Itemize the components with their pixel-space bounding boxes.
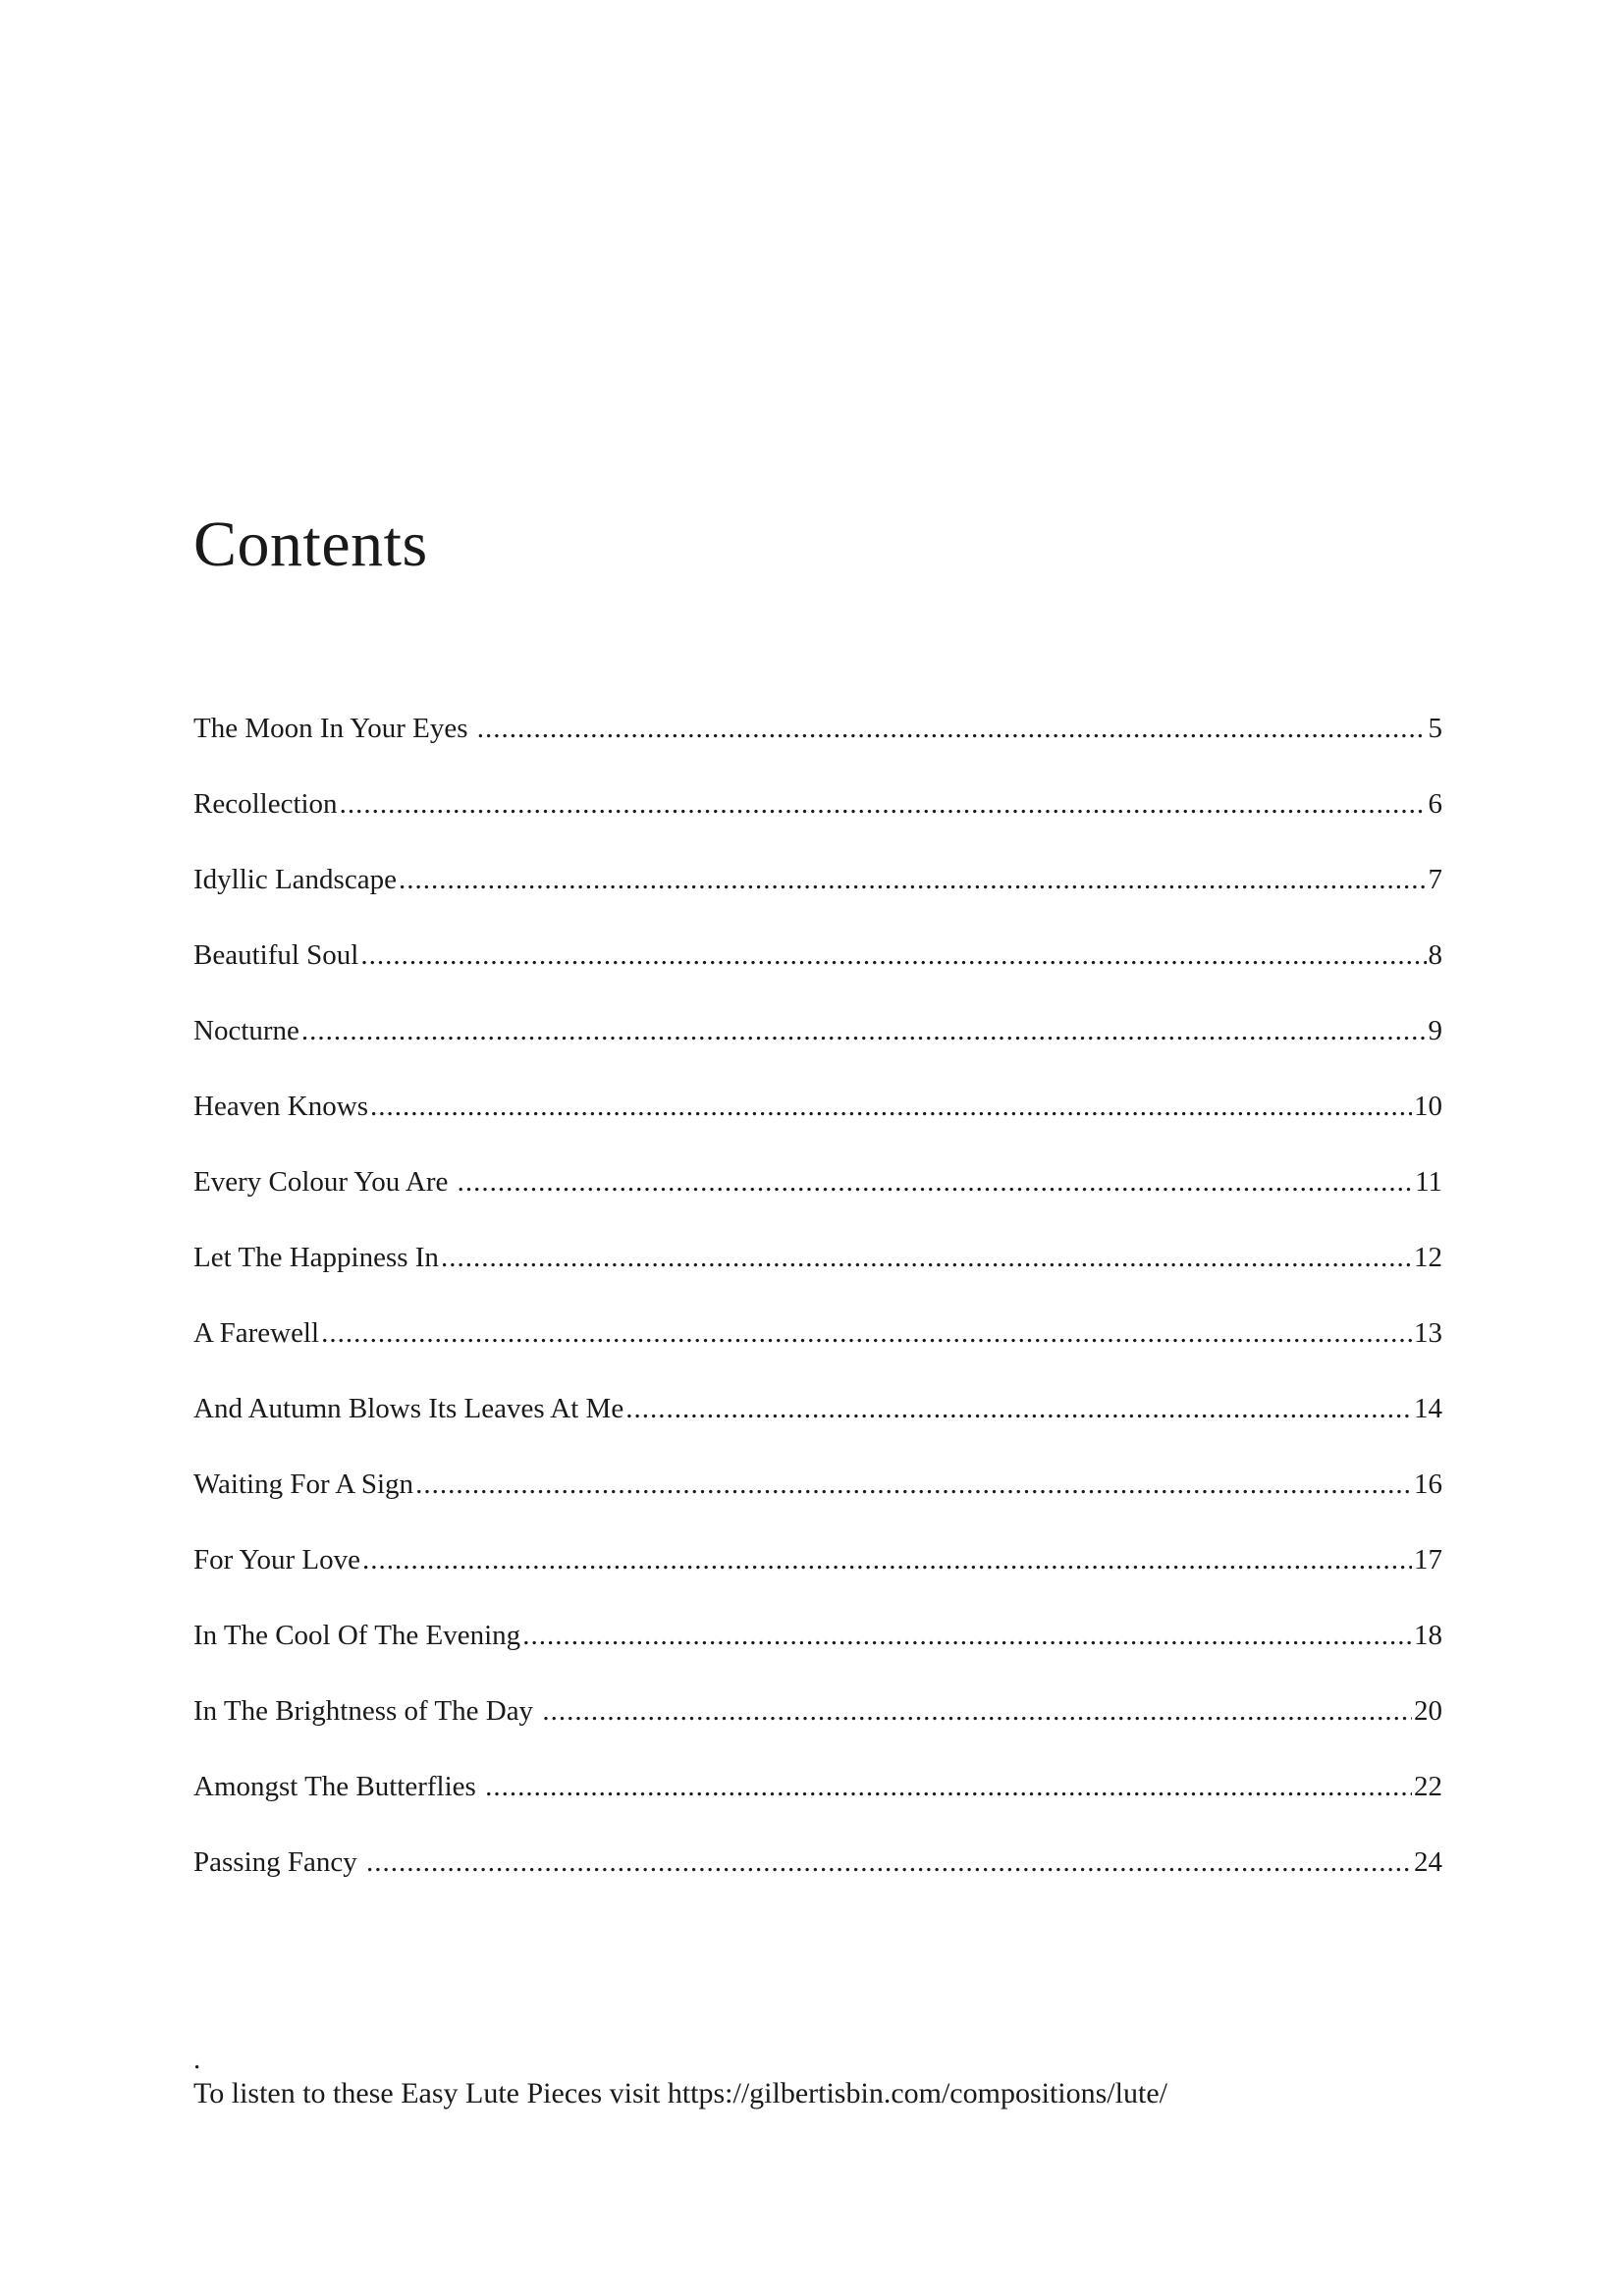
toc-entry[interactable] (193, 1622, 1442, 1697)
toc-entry[interactable] (193, 1848, 1442, 1924)
toc-entry-page: 17 (1414, 1544, 1442, 1575)
dot-leader (362, 1546, 1412, 1575)
toc-entry-page: 18 (1414, 1620, 1442, 1651)
toc-entry-page: 7 (1428, 864, 1442, 895)
toc-entry-page: 16 (1414, 1468, 1442, 1500)
toc-entry-page: 12 (1414, 1242, 1442, 1273)
toc-entry[interactable] (193, 1017, 1442, 1093)
toc-entry[interactable] (193, 866, 1442, 941)
toc-entry-title: A Farewell (193, 1317, 320, 1349)
toc-entry-title: Beautiful Soul (193, 939, 359, 971)
toc-entry[interactable] (193, 1319, 1442, 1395)
toc-entry-title: For Your Love (193, 1544, 360, 1575)
toc-entry-title: Nocturne (193, 1015, 299, 1046)
toc-entry-title: Waiting For A Sign (193, 1468, 414, 1500)
dot-leader (441, 1244, 1412, 1272)
toc-entry-title: Idyllic Landscape (193, 864, 397, 895)
toc-entry-page: 6 (1428, 788, 1442, 820)
toc-entry-title: Heaven Knows (193, 1091, 368, 1122)
dot-leader (340, 790, 1427, 819)
footnote-marker: . (193, 2044, 201, 2075)
page-title: Contents (193, 508, 428, 580)
toc-entry[interactable] (193, 1773, 1442, 1848)
toc-entry-title: Amongst The Butterflies (193, 1771, 484, 1802)
dot-leader (625, 1395, 1412, 1423)
toc-entry-title: In The Cool Of The Evening (193, 1620, 521, 1651)
dot-leader (321, 1319, 1412, 1348)
toc-entry[interactable] (193, 941, 1442, 1017)
toc-entry[interactable] (193, 1470, 1442, 1546)
toc-entry[interactable] (193, 1395, 1442, 1470)
table-of-contents (193, 715, 1442, 1924)
dot-leader (301, 1017, 1427, 1045)
dot-leader (415, 1470, 1412, 1499)
toc-entry-page: 8 (1428, 939, 1442, 971)
toc-entry-page: 13 (1414, 1317, 1442, 1349)
dot-leader (458, 1168, 1413, 1197)
toc-entry[interactable] (193, 1697, 1442, 1773)
dot-leader (360, 941, 1426, 970)
dot-leader (522, 1622, 1412, 1650)
toc-entry-title: The Moon In Your Eyes (193, 713, 475, 744)
dot-leader (542, 1697, 1412, 1726)
toc-entry[interactable] (193, 1168, 1442, 1244)
toc-entry[interactable] (193, 790, 1442, 866)
toc-entry[interactable] (193, 715, 1442, 790)
toc-entry-page: 24 (1414, 1846, 1442, 1878)
dot-leader (370, 1093, 1412, 1121)
toc-entry-title: Every Colour You Are (193, 1166, 456, 1198)
toc-entry-page: 5 (1428, 713, 1442, 744)
toc-entry-page: 10 (1414, 1091, 1442, 1122)
toc-entry-page: 14 (1414, 1393, 1442, 1424)
toc-entry-title: Passing Fancy (193, 1846, 364, 1878)
toc-entry-title: And Autumn Blows Its Leaves At Me (193, 1393, 624, 1424)
toc-entry[interactable] (193, 1546, 1442, 1622)
toc-entry-title: Recollection (193, 788, 338, 820)
toc-entry-page: 9 (1428, 1015, 1442, 1046)
toc-entry-title: In The Brightness of The Day (193, 1695, 541, 1727)
toc-entry-page: 20 (1414, 1695, 1442, 1727)
listen-note: To listen to these Easy Lute Pieces visit https://gilbertisbin.com/compositions/lute/ (193, 2077, 1167, 2109)
dot-leader (477, 715, 1427, 743)
toc-entry-page: 11 (1415, 1166, 1442, 1198)
dot-leader (485, 1773, 1412, 1801)
toc-entry-page: 22 (1414, 1771, 1442, 1802)
toc-entry[interactable] (193, 1244, 1442, 1319)
dot-leader (366, 1848, 1412, 1877)
toc-entry-title: Let The Happiness In (193, 1242, 439, 1273)
toc-entry[interactable] (193, 1093, 1442, 1168)
dot-leader (399, 866, 1427, 894)
